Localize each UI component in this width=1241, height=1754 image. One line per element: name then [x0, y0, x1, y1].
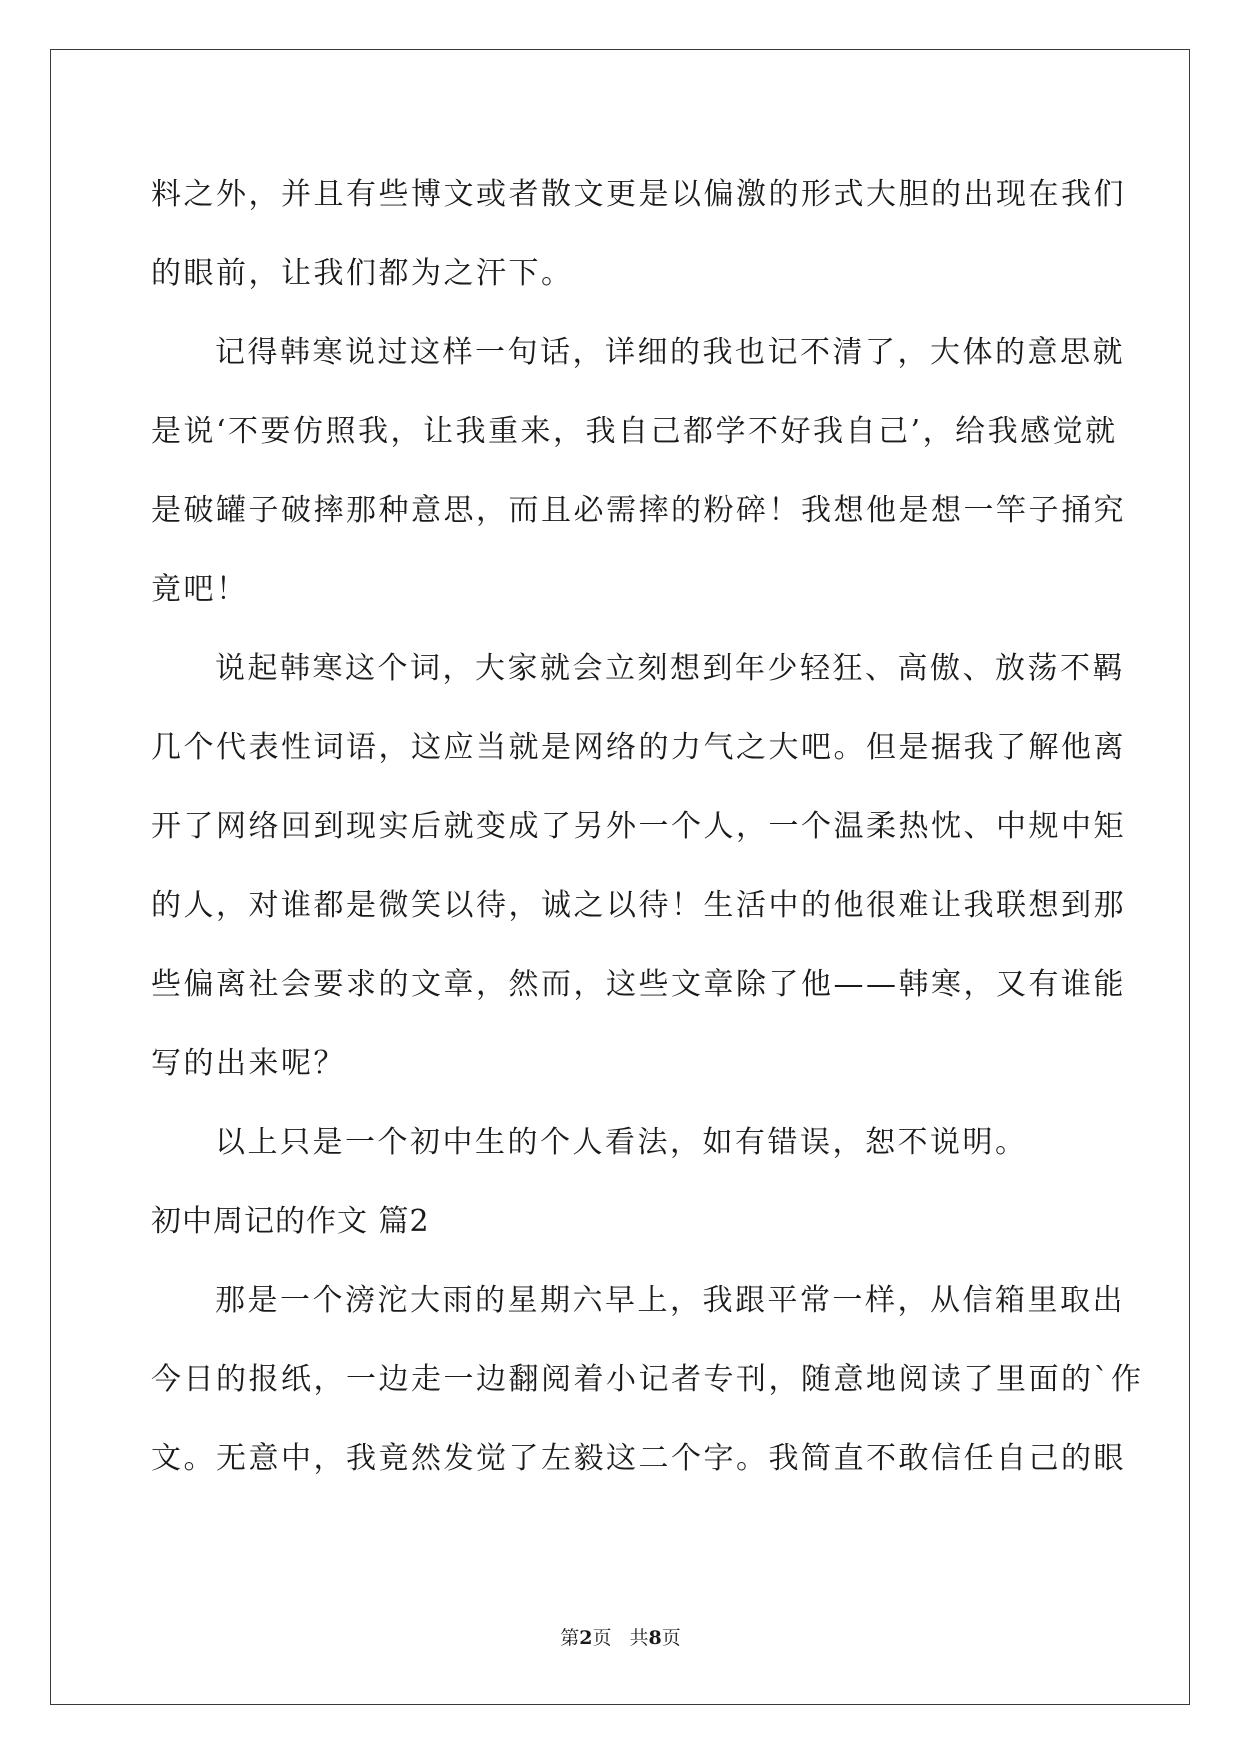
- paragraph-start-line: 以上只是一个初中生的个人看法，如有错误，恕不说明。: [215, 1125, 1028, 1160]
- page-suffix: 页: [592, 1627, 612, 1649]
- text-line: 写的出来呢？: [151, 1046, 346, 1081]
- text-line: 开了网络回到现实后就变成了另外一个人，一个温柔热忱、中规中矩: [151, 809, 1126, 844]
- total-pages: 8: [648, 1627, 662, 1649]
- section-heading: 初中周记的作文 篇2: [151, 1204, 430, 1239]
- text-line: 的人，对谁都是微笑以待，诚之以待！生活中的他很难让我联想到那: [151, 888, 1126, 923]
- text-line: 竟吧！: [151, 572, 249, 607]
- text-line: 文。无意中，我竟然发觉了左毅这二个字。我简直不敢信任自己的眼: [151, 1441, 1126, 1476]
- text-line: 是说‘不要仿照我，让我重来，我自己都学不好我自己’，给我感觉就: [151, 414, 1118, 449]
- text-line: 几个代表性词语，这应当就是网络的力气之大吧。但是据我了解他离: [151, 730, 1126, 765]
- page-number: 2: [579, 1627, 593, 1649]
- paragraph-start-line: 那是一个滂沱大雨的星期六早上，我跟平常一样，从信箱里取出: [215, 1283, 1125, 1318]
- text-line: 的眼前，让我们都为之汗下。: [151, 256, 574, 291]
- document-body: [151, 155, 1144, 1498]
- total-prefix: 共: [629, 1627, 649, 1649]
- page-prefix: 第: [560, 1627, 580, 1649]
- text-line: 是破罐子破摔那种意思，而且必需摔的粉碎！我想他是想一竿子捅究: [151, 493, 1126, 528]
- text-line: 料之外，并且有些博文或者散文更是以偏激的形式大胆的出现在我们: [151, 177, 1126, 212]
- text-line: 今日的报纸，一边走一边翻阅着小记者专刊，随意地阅读了里面的`作: [151, 1362, 1144, 1397]
- page-footer: [0, 1623, 1241, 1650]
- paragraph-start-line: 记得韩寒说过这样一句话，详细的我也记不清了，大体的意思就: [215, 335, 1125, 370]
- text-line: 些偏离社会要求的文章，然而，这些文章除了他——韩寒，又有谁能: [151, 967, 1126, 1002]
- paragraph-start-line: 说起韩寒这个词，大家就会立刻想到年少轻狂、高傲、放荡不羁: [215, 651, 1125, 686]
- total-suffix: 页: [661, 1627, 681, 1649]
